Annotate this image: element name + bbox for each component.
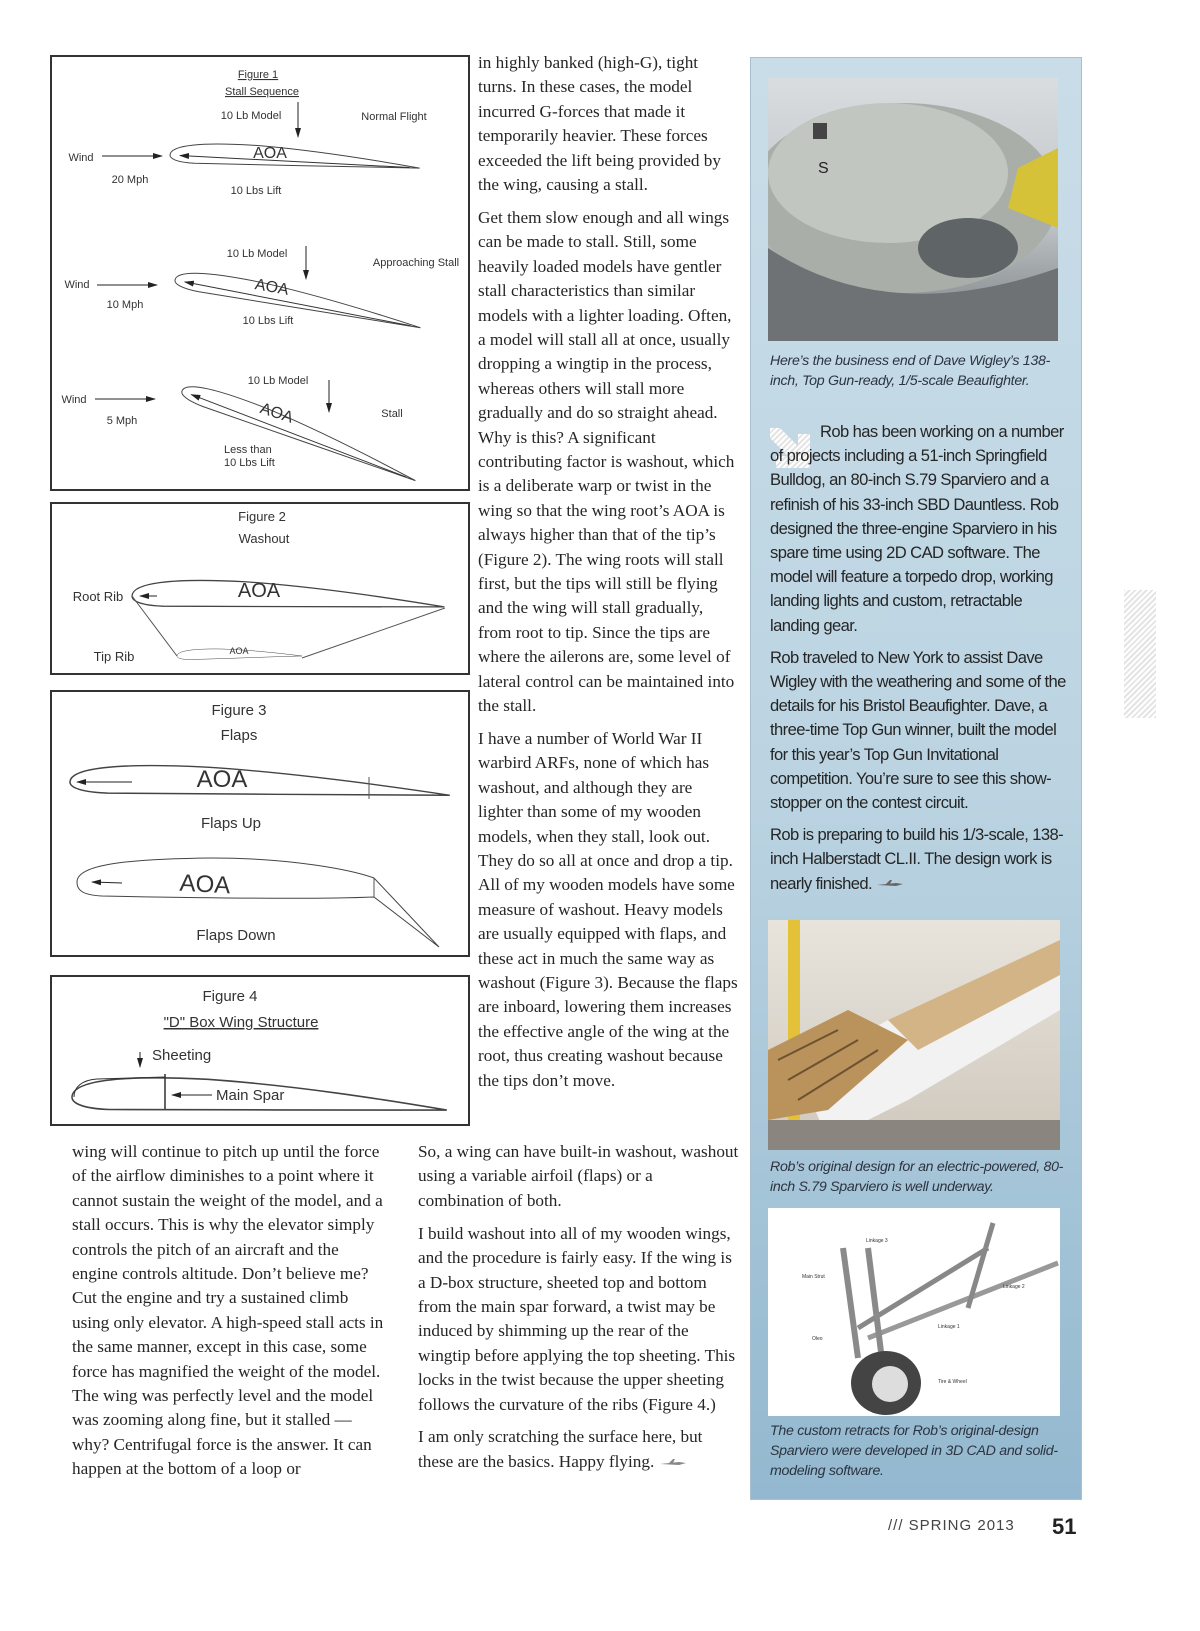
speed-label: 20 Mph bbox=[111, 174, 149, 186]
aoa-label: AOA bbox=[178, 869, 231, 900]
cad-label: Oleo bbox=[812, 1336, 823, 1342]
state-label: Stall bbox=[381, 408, 403, 420]
paragraph: I build washout into all of my wooden wings, and the procedure is fairly easy. If the wing is a D-box structure, sheeted top and bottom from the main spar forward, a twist may be induced by shimming up the rear of the wingtip before applying the top sheeting. This locks in the twist because the upper sheeting follows the curvature of the ribs (Figure 4.) bbox=[418, 1223, 736, 1414]
sidebar-paragraph: Rob has been working on a number of projects including a 51-inch Springfield Bulldog, an 80-inch S.79 Sparviero and a refinish of his 33-inch SBD Dauntless. Rob designed the three-engine Sparviero in his spare time using 2D CAD software. The model will feature a torpedo drop, working landing lights and custom, retractable landing gear. bbox=[770, 422, 1064, 635]
speed-label: 5 Mph bbox=[106, 415, 138, 427]
figure-title: Figure 2 bbox=[238, 509, 286, 524]
main-spar-label: Main Spar bbox=[216, 1087, 285, 1104]
article-column-2-bottom bbox=[418, 1140, 740, 1483]
aoa-root-label: AOA bbox=[237, 580, 281, 602]
aoa-tip-label: AOA bbox=[229, 646, 249, 656]
wooden-fuselage-image bbox=[768, 920, 1060, 1150]
figure-title: Figure 3 bbox=[211, 702, 267, 719]
cad-label: Tire & Wheel bbox=[938, 1379, 967, 1385]
airfoil bbox=[170, 141, 421, 175]
airfoil bbox=[174, 266, 423, 334]
airfoil bbox=[179, 378, 420, 487]
paragraph: I have a number of World War II warbird ARFs, none of which has washout, and although they are lighter than some of my wooden models, when they stall, look out. They do so all at once and drop a tip. All of my wooden models have some measure of washout. Heavy models are usually equipped with flaps, and these act in much the same way as washout (Figure 3). Because the flaps are inboard, lowering them increases the effective angle of the wing at the root, thus creating washout because the tips don’t move. bbox=[478, 728, 738, 1090]
figure-subtitle: "D" Box Wing Structure bbox=[163, 1014, 319, 1031]
figure-title: Figure 4 bbox=[202, 988, 258, 1005]
paragraph-last bbox=[418, 1425, 740, 1474]
cad-label: Linkage 1 bbox=[938, 1324, 960, 1330]
sheeting-label: Sheeting bbox=[152, 1047, 212, 1064]
photo-caption: The custom retracts for Rob’s original-design Sparviero were developed in 3D CAD and solid-modeling software. bbox=[770, 1423, 1058, 1479]
figure-4-d-box bbox=[50, 975, 470, 1126]
figure-1-stall-sequence bbox=[50, 55, 470, 491]
flaps-up-label: Flaps Up bbox=[200, 815, 262, 832]
sparviero-build-photo bbox=[768, 920, 1060, 1150]
figure-3-flaps bbox=[50, 690, 470, 957]
cad-label: Linkage 2 bbox=[1003, 1284, 1025, 1290]
beaufighter-photo bbox=[768, 78, 1058, 341]
page-edge-tab bbox=[1124, 590, 1156, 718]
figure-subtitle: Stall Sequence bbox=[225, 86, 299, 98]
model-label: 10 Lb Model bbox=[226, 248, 288, 260]
figure-subtitle: Washout bbox=[238, 531, 290, 546]
model-label: 10 Lb Model bbox=[247, 375, 309, 387]
article-column-2 bbox=[478, 51, 740, 1102]
paragraph: in highly banked (high-G), tight turns. In these cases, the model incurred G-forces that made it temporarily heavier. These forces exceeded the lift being provided by the wing, causing a stall. bbox=[478, 53, 721, 195]
retract-cad-image bbox=[768, 1208, 1060, 1416]
state-label: Approaching Stall bbox=[372, 257, 460, 269]
lift-label: 10 Lbs Lift bbox=[242, 315, 294, 327]
aoa-label: AOA bbox=[257, 400, 296, 427]
aircraft-marking: S bbox=[818, 160, 829, 177]
tip-rib-label: Tip Rib bbox=[93, 649, 135, 664]
paragraph: wing will continue to pitch up until the force of the airflow diminishes to a point where it cannot sustain the weight of the model, and a stall occurs. This is why the elevator simply controls the pitch of an aircraft and the engine controls altitude. Don’t believe me? Cut the engine and try a sustained climb using only elevator. A high-speed stall acts in the same manner, except in this case, some force has magnified the weight of the model. The wing was perfectly level and the model was zooming along fine, but it stalled — why? Centrifugal force is the answer. It can happen at the bottom of a loop or bbox=[72, 1142, 384, 1479]
sidebar-paragraph-text: Rob is preparing to build his 1/3-scale, 138-inch Halberstadt CL.II. The design work is nearly finished. bbox=[770, 825, 1064, 893]
sidebar-paragraph: Rob traveled to New York to assist Dave Wigley with the weathering and some of the details for his Bristol Beaufighter. Dave, a three-time Top Gun winner, built the model for this year’s Top Gun Invitational competition. You’re sure to see this show-stopper on the contest circuit. bbox=[770, 647, 1066, 813]
flaps-down-label: Flaps Down bbox=[196, 927, 276, 944]
figure-subtitle: Flaps bbox=[220, 727, 258, 744]
paragraph: So, a wing can have built-in washout, washout using a variable airfoil (flaps) or a combination of both. bbox=[418, 1142, 739, 1210]
sidebar-text bbox=[770, 420, 1070, 904]
lift-label: Less than bbox=[224, 444, 272, 456]
lift-label: 10 Lbs Lift bbox=[230, 185, 282, 197]
end-mark-plane-icon bbox=[876, 879, 904, 889]
root-rib-label: Root Rib bbox=[72, 589, 124, 604]
photo-caption: Here’s the business end of Dave Wigley’s 138-inch, Top Gun-ready, 1/5-scale Beaufighter. bbox=[770, 353, 1051, 389]
airfoil-flaps-up bbox=[70, 762, 451, 805]
end-mark-plane-icon bbox=[659, 1458, 687, 1468]
root-airfoil bbox=[132, 578, 445, 616]
cad-label: Linkage 3 bbox=[866, 1238, 888, 1244]
wind-label: Wind bbox=[68, 152, 94, 164]
wind-label: Wind bbox=[64, 279, 90, 291]
wind-label: Wind bbox=[61, 394, 87, 406]
model-label: 10 Lb Model bbox=[220, 110, 282, 122]
footer-issue: /// SPRING 2013 bbox=[888, 1517, 1015, 1534]
figure-2-washout bbox=[50, 502, 470, 675]
paragraph: Get them slow enough and all wings can be made to stall. Still, some heavily loaded models have gentler stall characteristics than similar models with a lighter loading. Often, a model will stall all at once, usually dropping a wingtip in the process, whereas others will stall more gradually and do so straight ahead. Why is this? A significant contributing factor is washout, which is a deliberate warp or twist in the wing so that the wing root’s AOA is always higher than that of the tip’s (Figure 2). The wing roots will stall first, but the tips will still be flying and the wing will stall gradually, from root to tip. Since the tips are where the ailerons are, some level of lateral control can be maintained into the stall. bbox=[478, 207, 735, 716]
paragraph-text: I am only scratching the surface here, but these are the basics. Happy flying. bbox=[418, 1427, 703, 1471]
aoa-label: AOA bbox=[196, 766, 248, 793]
figure-title: Figure 1 bbox=[237, 69, 279, 81]
cad-label: Main Strut bbox=[802, 1274, 825, 1280]
lift-label: 10 Lbs Lift bbox=[224, 457, 275, 469]
article-column-1-bottom bbox=[72, 1140, 388, 1490]
aircraft-nose-image bbox=[768, 78, 1058, 341]
photo-caption: Rob’s original design for an electric-powered, 80-inch S.79 Sparviero is well underway. bbox=[770, 1159, 1064, 1195]
speed-label: 10 Mph bbox=[106, 299, 144, 311]
aoa-label: AOA bbox=[253, 145, 287, 162]
sidebar-paragraph-last bbox=[770, 823, 1070, 896]
page-number: 51 bbox=[1052, 1514, 1077, 1539]
state-label: Normal Flight bbox=[361, 111, 427, 123]
aoa-label: AOA bbox=[253, 276, 290, 299]
